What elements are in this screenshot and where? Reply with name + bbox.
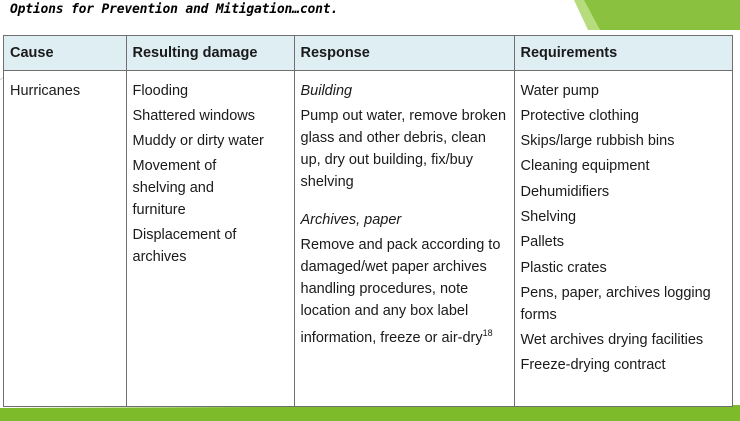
light-green-accent-shape — [574, 0, 600, 30]
header-resulting-damage: Resulting damage — [126, 36, 294, 70]
response-building-text: Pump out water, remove broken glass and other debris, clean up, dry out building, fix/buy shelving — [300, 107, 507, 190]
damage-item: Displacement of archives — [132, 226, 237, 265]
header-response: Response — [294, 36, 514, 70]
damage-item: Muddy or dirty water — [132, 132, 264, 149]
requirement-item: Wet archives drying facilities — [520, 332, 704, 349]
requirement-item: Pallets — [520, 234, 565, 251]
cause-text: Hurricanes — [10, 82, 81, 99]
requirement-item: Pens, paper, archives logging forms — [520, 284, 711, 323]
response-cell — [294, 70, 514, 406]
requirement-item: Water pump — [520, 82, 599, 99]
header-requirements: Requirements — [514, 36, 732, 70]
cause-cell — [4, 70, 126, 406]
requirements-cell — [514, 70, 732, 406]
damage-item: Shattered windows — [132, 107, 256, 124]
header-cause: Cause — [4, 36, 126, 70]
response-building-heading: Building — [300, 82, 353, 99]
bottom-green-bar — [0, 405, 740, 421]
requirement-item: Protective clothing — [520, 107, 639, 124]
response-archives-text: Remove and pack according to damaged/wet paper archives handling procedures, note location and any box label information, freeze or air-dry — [300, 236, 501, 346]
footnote-marker: 18 — [482, 327, 493, 338]
table-row — [4, 70, 732, 406]
requirement-item: Freeze-drying contract — [520, 357, 666, 374]
requirement-item: Dehumidifiers — [520, 183, 610, 200]
table-header-row — [4, 36, 732, 70]
damage-item: Movement of shelving and furniture — [132, 157, 217, 218]
requirement-item: Plastic crates — [520, 259, 607, 276]
requirement-item: Cleaning equipment — [520, 158, 650, 175]
requirement-item: Shelving — [520, 208, 577, 225]
options-table — [3, 35, 733, 407]
damage-item: Flooding — [132, 82, 189, 99]
slide-title: Options for Prevention and Mitigation…cont. — [10, 2, 338, 17]
requirement-item: Skips/large rubbish bins — [520, 133, 675, 150]
response-archives-paragraph — [301, 234, 508, 349]
green-accent-shape — [578, 0, 740, 30]
damage-cell — [126, 70, 294, 406]
response-archives-heading: Archives, paper — [300, 211, 402, 228]
